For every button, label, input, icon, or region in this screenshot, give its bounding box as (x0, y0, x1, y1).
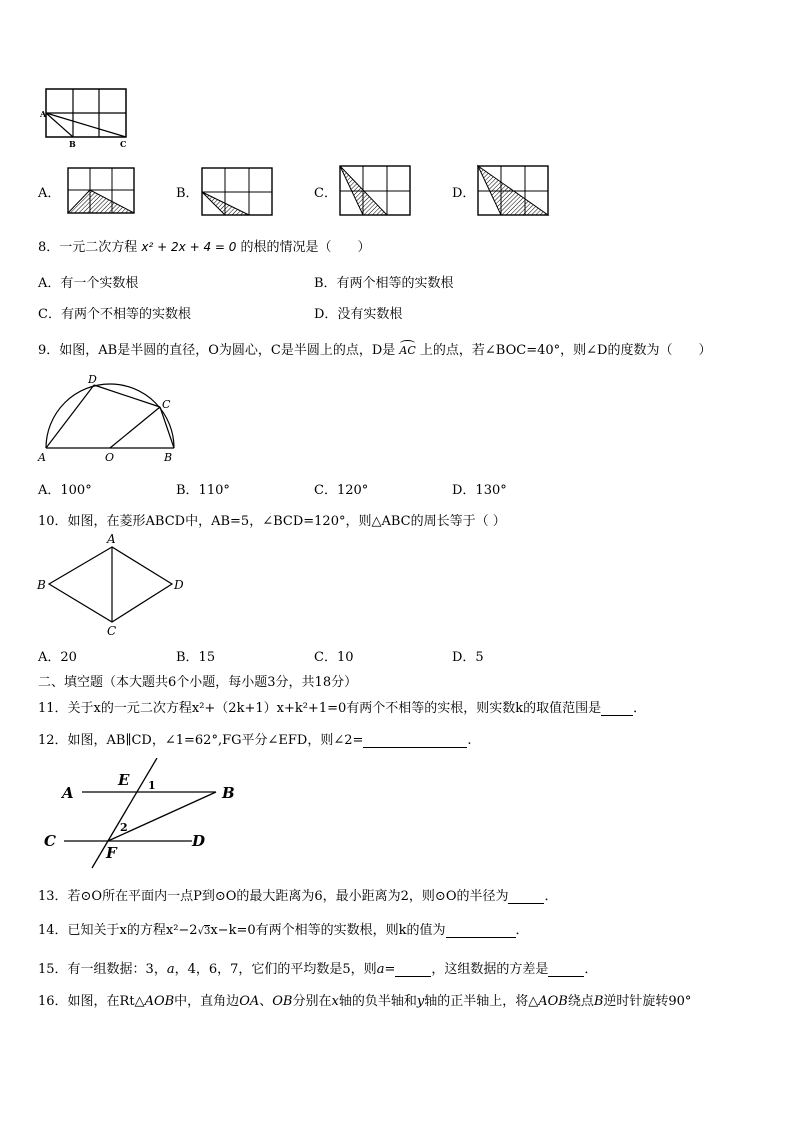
q7-option-c-figure (338, 164, 413, 218)
q12-stem-text: 12．如图，AB∥CD，∠1=62°,FG平分∠EFD，则∠2= (38, 733, 364, 748)
q10-label-b: B (37, 578, 46, 592)
q9-label-d: D (88, 373, 97, 386)
sqrt-icon: √ (197, 926, 204, 937)
q16-y: y (416, 994, 425, 1009)
section2-heading: 二、填空题（本大题共6个小题，每小题3分，共18分） (38, 675, 358, 690)
q8-stem-prefix: 8．一元二次方程 (38, 240, 138, 255)
q15-stem-mid: ，4，6，7，它们的平均数是5，则 (174, 962, 377, 977)
q8-option-b[interactable]: B．有两个相等的实数根 (314, 276, 454, 291)
q12-label-a: A (62, 784, 74, 802)
q15-stem-mid3: ，这组数据的方差是 (431, 962, 549, 977)
q16-p5: 轴的负半轴和 (338, 994, 417, 1009)
q9-option-b[interactable]: B．110° (176, 483, 230, 498)
q16-x: x (331, 994, 339, 1009)
arc-mark-icon (400, 340, 414, 347)
q9-stem (38, 339, 711, 358)
q15-equals: = (384, 962, 396, 977)
q15-answer-blank-1[interactable] (395, 964, 431, 977)
q7-option-b[interactable] (176, 182, 199, 201)
q9-arc (399, 343, 415, 358)
q10-label-c: C (107, 624, 117, 638)
q9-label-c: C (162, 398, 171, 411)
q12-label-c: C (44, 832, 56, 850)
q12-label-e: E (118, 771, 130, 789)
q10-option-b[interactable]: B．15 (176, 650, 216, 665)
q15-stem (38, 958, 597, 977)
q9-stem-suffix: 上的点，若∠BOC=40°，则∠D的度数为（ ） (419, 343, 712, 358)
q11-answer-blank[interactable] (601, 703, 633, 716)
q8-stem (38, 236, 371, 255)
q10-option-c[interactable]: C．10 (314, 650, 354, 665)
q7-option-d-label: D． (452, 186, 476, 201)
q9-label-a: A (38, 451, 46, 464)
q15-var-a: a (166, 962, 175, 977)
q15-var-a2: a (376, 962, 385, 977)
q14-answer-blank[interactable] (446, 925, 516, 938)
q14-end: ． (515, 923, 529, 938)
q10-figure (34, 532, 194, 640)
q7-label-a: A (40, 109, 47, 119)
q14-stem-prefix: 14．已知关于x的方程x²−2 (38, 923, 198, 938)
q16-oa: OA (239, 994, 260, 1009)
q14-stem (38, 919, 529, 938)
q7-label-b: B (69, 139, 76, 148)
q7-option-d-figure (476, 164, 551, 218)
q9-figure (34, 370, 184, 465)
q11-stem (38, 697, 646, 716)
q12-label-2: 2 (120, 821, 128, 834)
q7-option-b-figure (200, 166, 275, 218)
q9-option-c[interactable]: C．120° (314, 483, 369, 498)
q8-stem-suffix: 的根的情况是（ ） (240, 240, 371, 255)
q16-aob: AOB (144, 994, 175, 1009)
q13-stem (38, 885, 558, 904)
q16-p8: 逆时针旋转90° (603, 994, 692, 1009)
q7-option-b-label: B． (176, 186, 199, 201)
q16-p3: 、 (259, 994, 273, 1009)
q16-p2: 中，直角边 (174, 994, 240, 1009)
q11-stem-text: 11．关于x的一元二次方程x²+（2k+1）x+k²+1=0有两个不相等的实根，则实数k的取值范围是 (38, 701, 602, 716)
q16-p1: 16．如图，在Rt△ (38, 994, 145, 1009)
q7-main-figure (38, 86, 138, 148)
q13-stem-text: 13．若⊙O所在平面内一点P到⊙O的最大距离为6，最小距离为2，则⊙O的半径为 (38, 889, 509, 904)
q9-option-a[interactable]: A．100° (38, 483, 92, 498)
q7-option-c[interactable] (314, 182, 337, 201)
q15-stem-prefix: 15．有一组数据：3， (38, 962, 167, 977)
q9-label-b: B (164, 451, 173, 464)
q11-end: ． (633, 701, 647, 716)
q15-answer-blank-2[interactable] (548, 964, 584, 977)
q9-label-o: O (105, 451, 115, 464)
q16-p6: 轴的正半轴上，将△ (424, 994, 539, 1009)
q10-option-d[interactable]: D．5 (452, 650, 484, 665)
q12-figure (40, 758, 250, 870)
q16-p7: 绕点 (567, 994, 594, 1009)
q8-equation: x² + 2x + 4 = 0 (141, 240, 237, 254)
q7-option-a-figure (66, 166, 136, 216)
q10-option-a[interactable]: A．20 (38, 650, 77, 665)
q10-label-a: A (107, 532, 116, 546)
q8-option-d[interactable]: D．没有实数根 (314, 307, 403, 322)
q7-label-c: C (120, 139, 127, 148)
q15-end: ． (584, 962, 598, 977)
q12-answer-blank[interactable] (363, 735, 467, 748)
q7-option-a[interactable] (38, 182, 60, 201)
q12-label-f: F (106, 844, 117, 862)
q16-ob: OB (272, 994, 293, 1009)
q13-answer-blank[interactable] (508, 891, 544, 904)
q12-label-d: D (192, 832, 206, 850)
q8-option-c[interactable]: C．有两个不相等的实数根 (38, 307, 191, 322)
q7-option-c-label: C． (314, 186, 337, 201)
q13-end: ． (544, 889, 558, 904)
q12-label-1: 1 (148, 779, 156, 792)
q12-stem (38, 729, 472, 748)
q16-aob2: AOB (538, 994, 568, 1009)
q7-option-a-label: A． (38, 186, 61, 201)
q7-option-d[interactable] (452, 182, 475, 201)
q16-stem (38, 990, 691, 1009)
q10-label-d: D (174, 578, 184, 592)
q16-b: B (593, 994, 604, 1009)
q12-end: . (467, 733, 472, 748)
q12-label-b: B (222, 784, 235, 802)
q14-radicand: 3 (203, 926, 211, 937)
q10-stem: 10．如图，在菱形ABCD中，AB=5，∠BCD=120°，则△ABC的周长等于（ ） (38, 514, 506, 529)
q9-stem-prefix: 9．如图，AB是半圆的直径，O为圆心，C是半圆上的点，D是 (38, 343, 396, 358)
q16-p4: 分别在 (292, 994, 332, 1009)
q14-stem-suffix: x−k=0有两个相等的实数根，则k的值为 (210, 923, 446, 938)
q9-option-d[interactable]: D．130° (452, 483, 507, 498)
q8-option-a[interactable]: A．有一个实数根 (38, 276, 139, 291)
q9-arc-label: AC (399, 344, 416, 357)
